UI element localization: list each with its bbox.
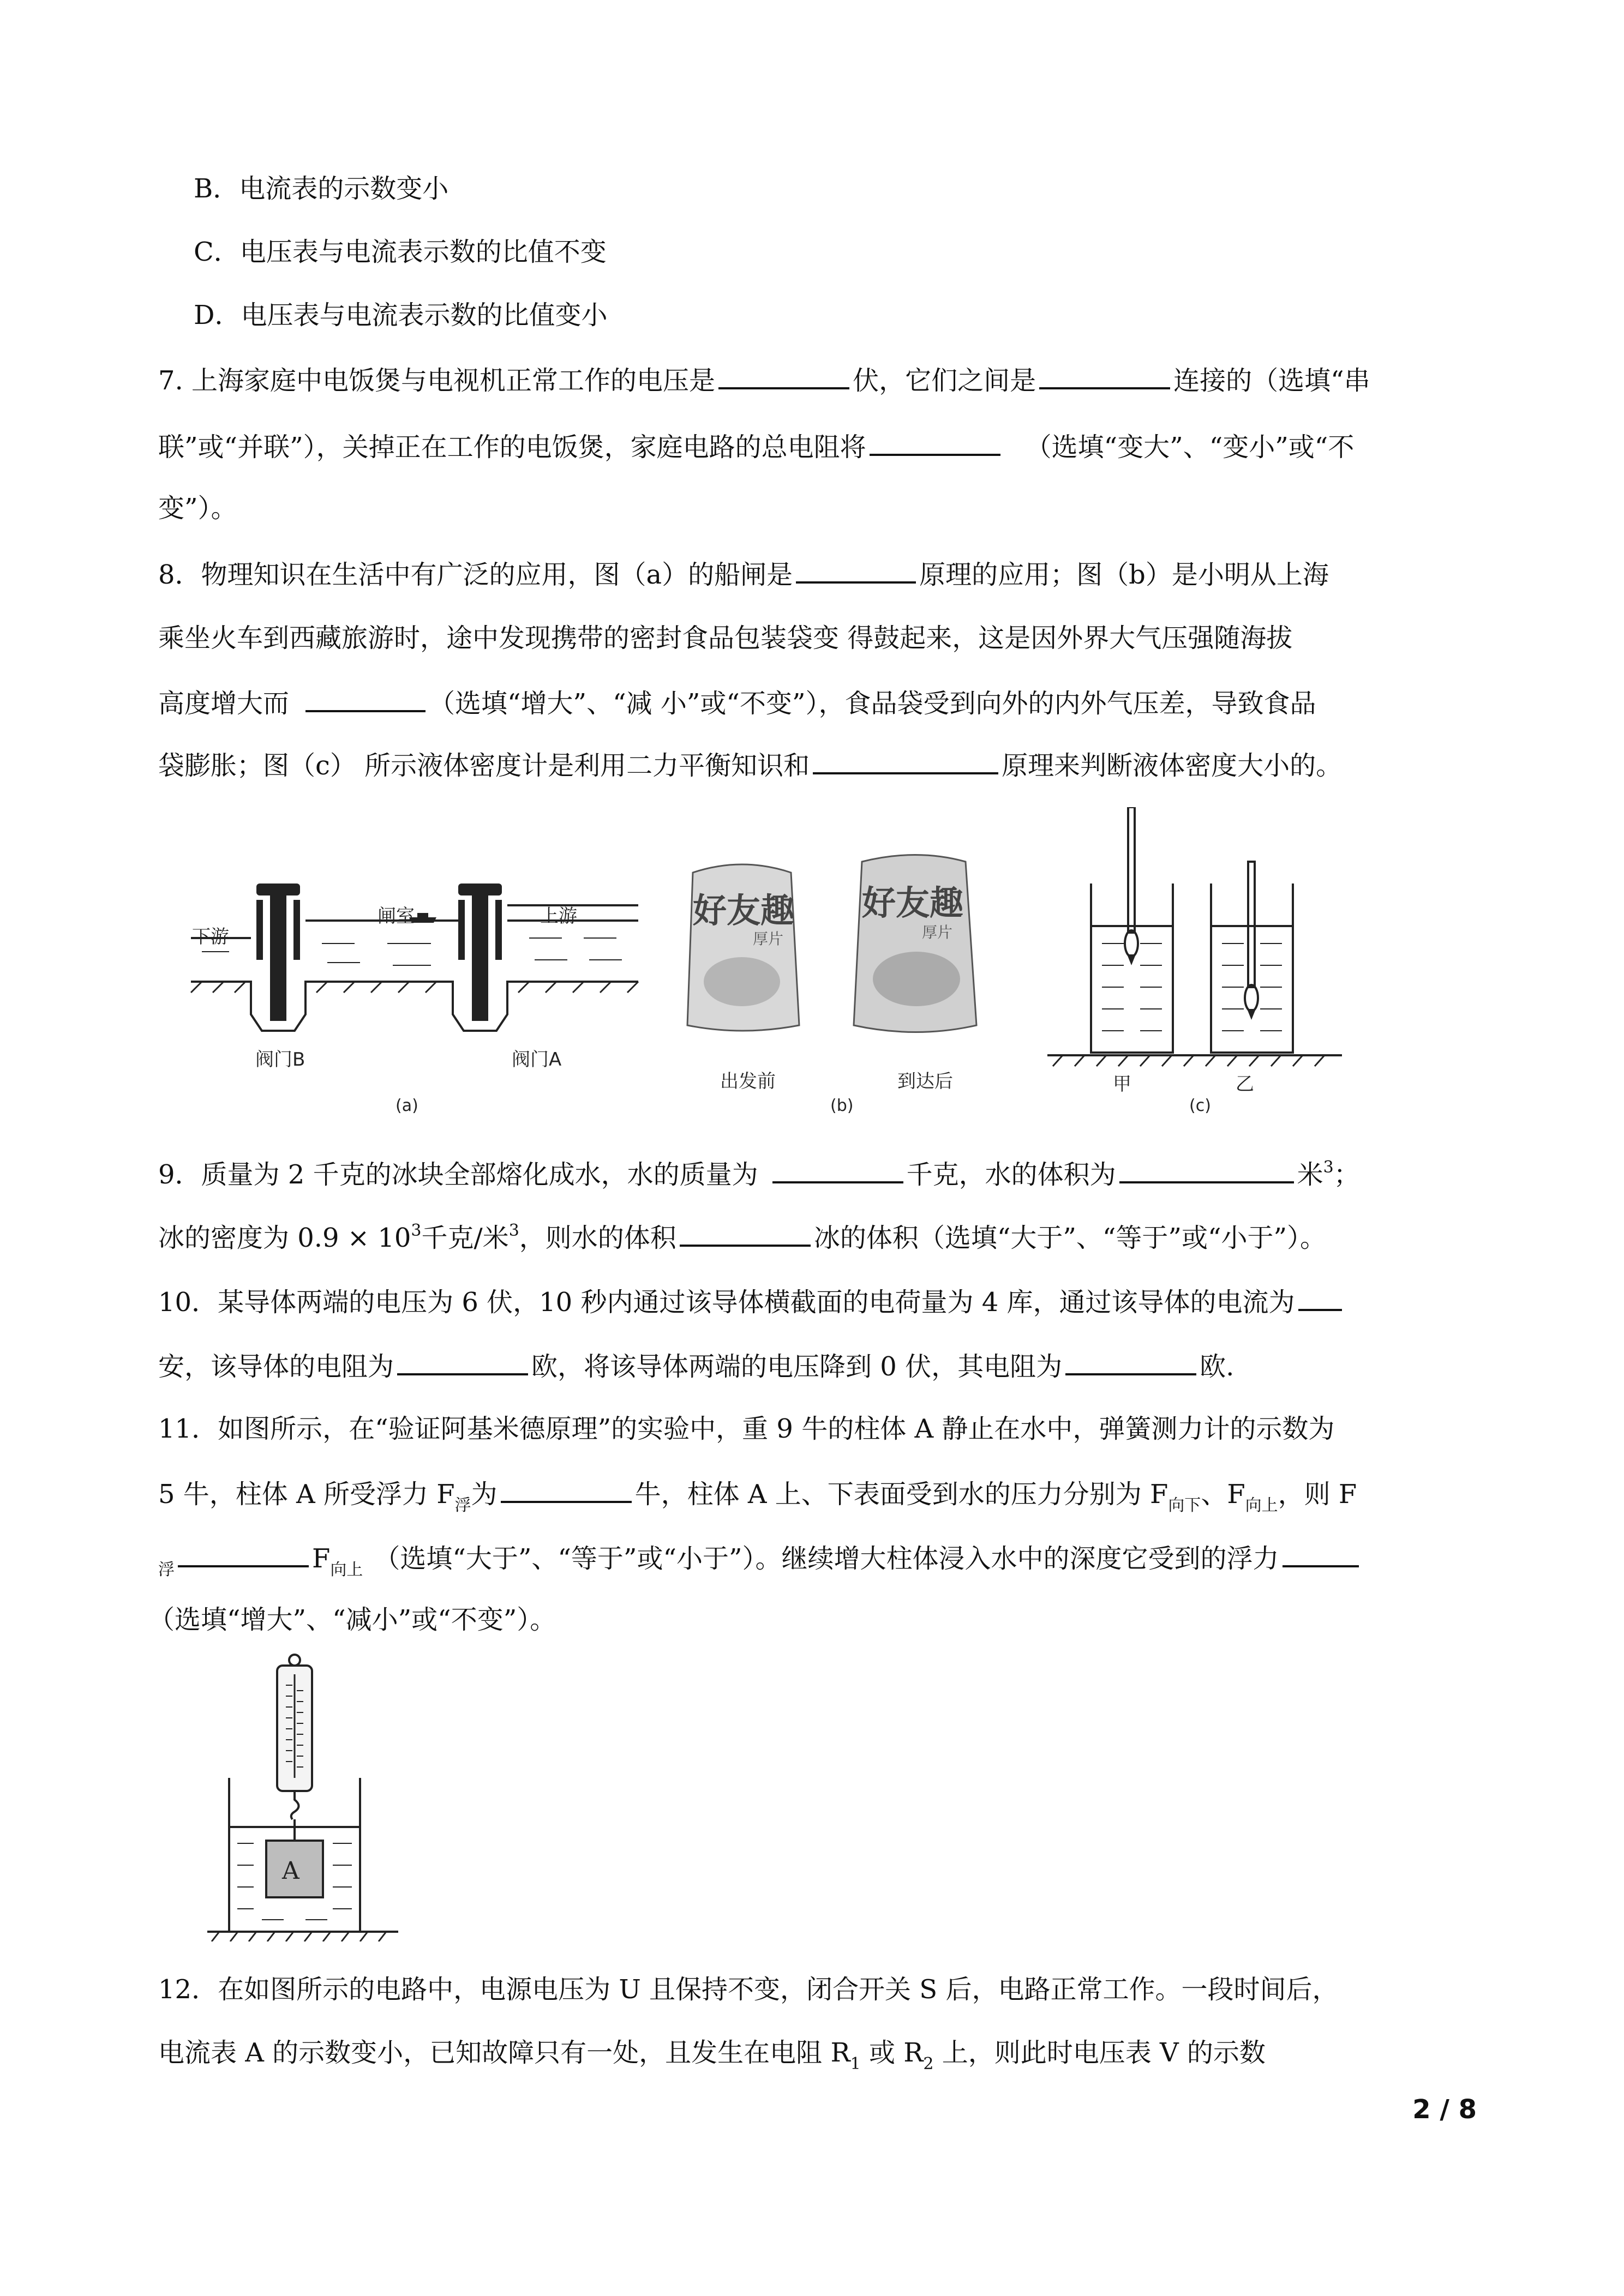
q12-line1: 12．在如图所示的电路中，电源电压为 U 且保持不变，闭合开关 S 后，电路正常工作。一段时间后， <box>158 1974 1339 2005</box>
q8-text: 袋膨胀；图（c） 所示液体密度计是利用二力平衡知识和 <box>158 750 810 781</box>
option-d: D．电压表与电流表示数的比值变小 <box>194 300 608 330</box>
beaker-jia-label: 甲 <box>1113 1073 1131 1095</box>
q11-line2 <box>158 1476 1357 1514</box>
q7-text: 伏，它们之间是 <box>853 365 1036 396</box>
superscript: 3 <box>411 1221 422 1240</box>
bag-brand-before: 好友趣 <box>693 891 795 930</box>
answer-blank[interactable] <box>1283 1540 1359 1567</box>
q9-text: 千克/米 <box>421 1223 509 1253</box>
answer-blank[interactable] <box>501 1476 632 1503</box>
q7-line1 <box>158 362 1370 397</box>
snack-bags-figure <box>682 851 1020 1042</box>
answer-blank[interactable] <box>1298 1284 1342 1311</box>
q8-text: 原理来判断液体密度大小的。 <box>1002 750 1343 781</box>
subscript: 浮 <box>158 1560 175 1579</box>
q8-line4 <box>158 747 1342 782</box>
q12-text: 电流表 A 的示数变小，已知故障只有一处，且发生在电阻 R <box>158 2037 850 2068</box>
upstream-label: 上游 <box>540 905 577 927</box>
q9-text: 千克，水的体积为 <box>906 1159 1116 1190</box>
q8-line3 <box>158 685 1316 720</box>
answer-blank[interactable] <box>305 685 426 712</box>
q7-text: 连接的（选填“串 <box>1173 365 1370 396</box>
q9-text: ，则水的体积 <box>519 1223 676 1253</box>
q8-text: 原理的应用；图（b）是小明从上海 <box>919 560 1329 590</box>
option-c: C．电压表与电流表示数的比值不变 <box>194 237 607 267</box>
valve-a-label: 阀门A <box>512 1049 562 1071</box>
subscript: 浮 <box>454 1496 471 1515</box>
answer-blank[interactable] <box>813 747 998 774</box>
q7-text: 联”或“并联”），关掉正在工作的电饭煲，家庭电路的总电阻将 <box>158 432 866 462</box>
q7-line3: 变”）。 <box>158 493 237 524</box>
q12-text: 上，则此时电压表 V 的示数 <box>933 2037 1266 2068</box>
beaker-yi-label: 乙 <box>1236 1073 1254 1095</box>
superscript: 3 <box>508 1221 519 1240</box>
q8-line1 <box>158 556 1329 591</box>
q9-text: ； <box>1333 1159 1360 1190</box>
q10-line2 <box>158 1348 1234 1383</box>
subscript: 向上 <box>1245 1496 1278 1515</box>
valve-b-label: 阀门B <box>255 1049 305 1071</box>
superscript: 3 <box>1323 1158 1334 1177</box>
answer-blank[interactable] <box>772 1156 903 1183</box>
subscript: 2 <box>923 2054 934 2073</box>
answer-blank[interactable] <box>178 1540 309 1567</box>
block-a-label: A <box>282 1857 299 1885</box>
answer-blank[interactable] <box>397 1348 528 1375</box>
hydrometer-figure <box>1047 807 1353 1069</box>
subscript: 向下 <box>1168 1496 1201 1515</box>
answer-blank[interactable] <box>1119 1156 1294 1183</box>
spring-scale-figure <box>185 1652 415 1942</box>
bag-sub-after: 厚片 <box>922 923 953 941</box>
q11-text: （选填“大于”、“等于”或“小于”）。继续增大柱体浸入水中的深度它受到的浮力 <box>374 1543 1279 1574</box>
q11-line3 <box>158 1540 1362 1579</box>
answer-blank[interactable] <box>1065 1348 1196 1375</box>
q8-line2: 乘坐火车到西藏旅游时，途中发现携带的密封食品包装袋变 得鼓起来，这是因外界大气压强随海拔 <box>158 623 1293 653</box>
q7-line2 <box>158 429 1354 464</box>
q9-text: 冰的密度为 0.9 × 10 <box>158 1223 411 1253</box>
answer-blank[interactable] <box>680 1219 811 1247</box>
q11-text: F <box>312 1543 331 1574</box>
subscript: 向上 <box>330 1560 363 1579</box>
q10-text: 10．某导体两端的电压为 6 伏，10 秒内通过该导体横截面的电荷量为 4 库，通过该导体的电流为 <box>158 1287 1295 1318</box>
q11-line4: （选填“增大”、“减小”或“不变”）。 <box>148 1604 556 1635</box>
q11-line1: 11．如图所示，在“验证阿基米德原理”的实验中，重 9 牛的柱体 A 静止在水中，弹簧测力计的示数为 <box>158 1414 1335 1444</box>
q8-text: 高度增大而 <box>158 688 290 719</box>
q9-text: 冰的体积（选填“大于”、“等于”或“小于”）。 <box>813 1223 1327 1253</box>
q7-text: 7. 上海家庭中电饭煲与电视机正常工作的电压是 <box>158 365 716 396</box>
answer-blank[interactable] <box>870 429 1000 456</box>
q10-text: 欧. <box>1200 1351 1235 1382</box>
before-label: 出发前 <box>720 1071 776 1092</box>
subscript: 1 <box>850 2054 861 2073</box>
q11-text: ，则 F <box>1278 1479 1357 1510</box>
figure-a-caption: (a) <box>395 1096 418 1115</box>
q10-text: 欧，将该导体两端的电压降到 0 伏，其电阻为 <box>531 1351 1063 1382</box>
answer-blank[interactable] <box>796 556 916 584</box>
q9-line1 <box>158 1156 1360 1195</box>
q12-text: 或 R <box>860 2037 924 2068</box>
chamber-label: 闸室 <box>377 905 415 927</box>
q9-text: 米 <box>1297 1159 1323 1190</box>
option-b: B．电流表的示数变小 <box>194 173 449 204</box>
q10-line1 <box>158 1284 1345 1319</box>
q11-text: 牛，柱体 A 上、下表面受到水的压力分别为 F <box>634 1479 1168 1510</box>
bag-brand-after: 好友趣 <box>862 883 964 923</box>
q12-line2 <box>158 2036 1266 2073</box>
page-number: 2 / 8 <box>1412 2094 1477 2125</box>
answer-blank[interactable] <box>1039 362 1170 389</box>
q9-line2 <box>158 1219 1326 1258</box>
downstream-label: 下游 <box>192 926 229 948</box>
q11-text: 5 牛，柱体 A 所受浮力 F <box>158 1479 455 1510</box>
q8-text: （选填“增大”、“减 小”或“不变”），食品袋受到向外的内外气压差，导致食品 <box>429 688 1316 719</box>
q9-text: 9．质量为 2 千克的冰块全部熔化成水，水的质量为 <box>158 1159 758 1190</box>
ship-lock-figure <box>180 883 649 1058</box>
figure-b-caption: (b) <box>830 1096 854 1115</box>
q8-text: 8．物理知识在生活中有广泛的应用，图（a）的船闸是 <box>158 560 793 590</box>
q11-text: 、F <box>1201 1479 1245 1510</box>
q7-text: （选填“变大”、“变小”或“不 <box>1025 432 1355 462</box>
figure-c-caption: (c) <box>1189 1096 1211 1115</box>
after-label: 到达后 <box>897 1071 953 1092</box>
q11-text: 为 <box>471 1479 498 1510</box>
q10-text: 安，该导体的电阻为 <box>158 1351 394 1382</box>
bag-sub-before: 厚片 <box>753 930 784 948</box>
answer-blank[interactable] <box>718 362 849 389</box>
